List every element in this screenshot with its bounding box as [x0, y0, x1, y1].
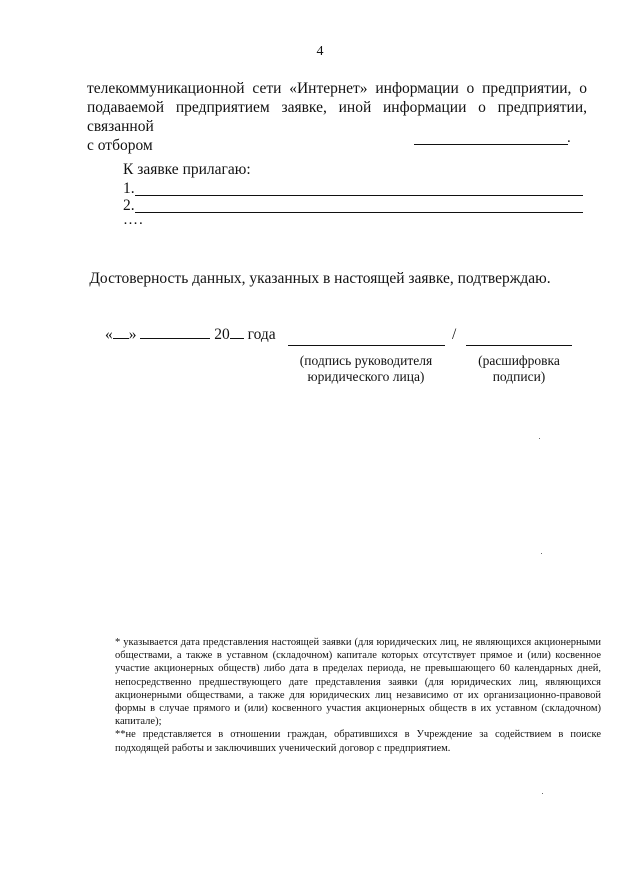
intro-line: с отбором — [87, 137, 153, 154]
signature-caption-line: юридического лица) — [307, 369, 425, 384]
footnote-line: акционерными обществами, а также для юридических лиц независимо от их организационно-правовой — [115, 689, 601, 701]
signature-caption — [282, 353, 450, 385]
scan-speck — [541, 553, 542, 554]
footnote-line: капитале); — [115, 716, 162, 728]
date-line — [105, 326, 276, 344]
scan-speck — [539, 438, 540, 439]
decoding-line — [466, 345, 572, 346]
scan-speck — [542, 793, 543, 794]
footnote-line: обществами, а также в уставном (складочном) капитале которых отсутствует прямое и (или) косвенное — [115, 650, 601, 662]
footnote-line: непосредственно предшествующего дате представления заявки (для юридических лиц, являющихся — [115, 676, 601, 688]
signature-blank-dot: . — [567, 130, 571, 146]
signature-line — [288, 345, 445, 346]
decoding-caption-line: подписи) — [492, 369, 546, 384]
day-blank — [113, 326, 129, 339]
footnote-line: формы в случае прямого и (или) косвенного участия акционерных обществ в их уставном (складочном) — [115, 703, 601, 715]
year-blank — [230, 326, 244, 339]
confirmation-statement: Достоверность данных, указанных в настоящей заявке, подтверждаю. — [89, 270, 551, 287]
intro-line: телекоммуникационной сети «Интернет» информации о предприятии, о — [87, 80, 587, 97]
date-open-quote: « — [105, 326, 113, 343]
signature-blank-line — [414, 132, 568, 145]
intro-line: подаваемой предприятием заявке, иной информации о предприятии, связанной — [87, 99, 587, 135]
attachments-ellipsis: …. — [123, 212, 144, 228]
footnote-line: * указывается дата представления настоящей заявки (для юридических лиц, не являющихся акционерными — [115, 637, 601, 648]
attachment-number: 1. — [123, 180, 135, 197]
footnotes — [115, 636, 601, 755]
attachment-number: 2. — [123, 197, 135, 214]
year-suffix: года — [247, 326, 276, 343]
year-prefix: 20 — [214, 326, 230, 343]
signature-slash: / — [452, 326, 457, 343]
footnote-line: подходящей работы и заключивших ученический договор с предприятием. — [115, 742, 451, 754]
attachments-title: К заявке прилагаю: — [123, 161, 251, 178]
attachment-blank-line — [135, 195, 583, 196]
footnote-line: **не представляется в отношении граждан, обратившихся в Учреждение за содействием в поиске — [115, 729, 601, 741]
month-blank — [140, 326, 210, 339]
decoding-caption-line: (расшифровка — [478, 353, 560, 368]
signature-caption-line: (подпись руководителя — [299, 353, 433, 368]
attachment-blank-line — [135, 212, 583, 213]
date-close-quote: » — [128, 326, 137, 343]
decoding-caption — [466, 353, 572, 385]
page-number: 4 — [316, 44, 324, 59]
footnote-line: участие акционерных обществ) либо дата в пределах периода, не превышающего 60 календарных дней, — [115, 663, 601, 675]
